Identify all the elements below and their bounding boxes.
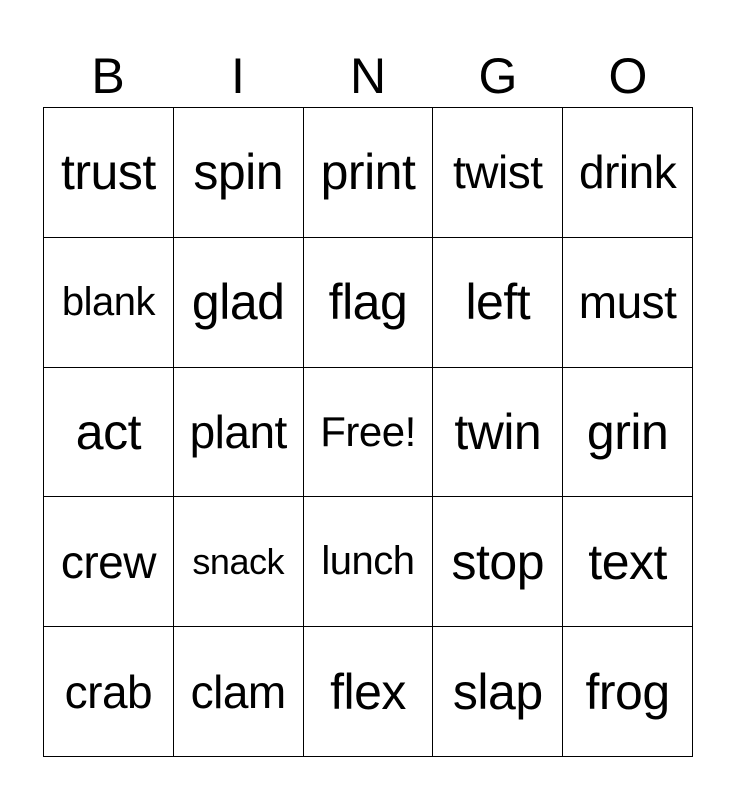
cell-word: crab [64, 665, 153, 718]
cell-word: glad [191, 274, 285, 331]
bingo-cell [174, 238, 304, 368]
cell-word: blank [61, 279, 155, 324]
bingo-cell [304, 497, 434, 627]
bingo-cell [563, 627, 693, 757]
header-letter-n: N [349, 48, 387, 104]
cell-word: crew [60, 535, 156, 588]
cell-word: trust [61, 144, 156, 201]
cell-word: print [320, 144, 416, 201]
bingo-cell [433, 497, 563, 627]
bingo-cell [44, 108, 174, 238]
cell-word: snack [192, 540, 284, 582]
free-space-cell [304, 368, 434, 498]
bingo-cell [304, 108, 434, 238]
cell-word: frog [585, 663, 670, 720]
bingo-cell [174, 497, 304, 627]
cell-word: stop [451, 533, 545, 590]
bingo-cell [44, 497, 174, 627]
bingo-grid [43, 107, 693, 757]
bingo-cell [44, 368, 174, 498]
header-letter-g: G [478, 48, 518, 104]
header-letter-b: B [91, 48, 125, 104]
cell-word: twin [454, 403, 542, 460]
cell-word: left [465, 274, 531, 331]
bingo-cell [433, 627, 563, 757]
cell-word: text [588, 533, 667, 590]
cell-word: flex [330, 663, 406, 720]
bingo-cell [433, 108, 563, 238]
bingo-cell [44, 238, 174, 368]
bingo-cell [563, 108, 693, 238]
cell-word: twist [453, 146, 543, 199]
bingo-cell [304, 238, 434, 368]
bingo-cell [44, 627, 174, 757]
cell-word: lunch [321, 539, 415, 584]
header-letter-o: O [608, 48, 648, 104]
bingo-cell [563, 497, 693, 627]
bingo-cell [174, 368, 304, 498]
bingo-cell [433, 238, 563, 368]
cell-word: grin [586, 403, 669, 460]
bingo-cell [304, 627, 434, 757]
bingo-cell [174, 108, 304, 238]
cell-word: clam [190, 665, 286, 718]
cell-word: flag [328, 274, 408, 331]
cell-word: spin [193, 144, 284, 201]
header-letter-i: I [231, 48, 245, 104]
cell-word: slap [452, 663, 543, 720]
bingo-cell [433, 368, 563, 498]
bingo-cell [563, 368, 693, 498]
cell-word: drink [578, 146, 677, 199]
cell-word: must [578, 276, 677, 329]
cell-word: plant [189, 405, 287, 458]
bingo-header [43, 44, 693, 108]
cell-word: act [75, 403, 141, 460]
free-space-label: Free! [320, 407, 416, 455]
bingo-cell [174, 627, 304, 757]
bingo-cell [563, 238, 693, 368]
